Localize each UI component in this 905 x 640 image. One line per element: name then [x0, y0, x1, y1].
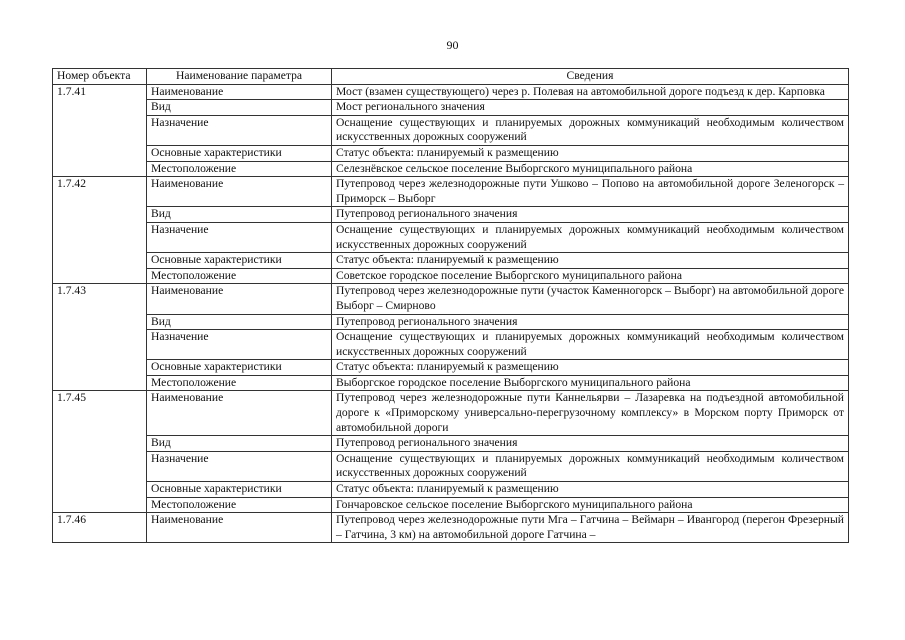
table-row	[53, 207, 849, 223]
parameter-name-cell: Назначение	[147, 451, 332, 481]
parameter-name-cell: Наименование	[147, 391, 332, 436]
parameter-name-cell: Наименование	[147, 284, 332, 314]
header-object-number: Номер объекта	[53, 69, 147, 85]
parameter-name-cell: Вид	[147, 100, 332, 116]
parameter-name-cell: Основные характеристики	[147, 145, 332, 161]
details-cell: Путепровод через железнодорожные пути Каннельярви – Лазаревка на подъездной автомобильной дороге к «Приморскому универсально-перегрузочному комплексу» в Морском порту Приморск от автомобильной дороги	[332, 391, 849, 436]
table-row	[53, 222, 849, 252]
parameter-name-cell: Основные характеристики	[147, 360, 332, 376]
table-header-row	[53, 69, 849, 85]
object-number-cell: 1.7.46	[53, 513, 147, 543]
table-row	[53, 360, 849, 376]
parameter-name-cell: Вид	[147, 314, 332, 330]
details-cell: Мост (взамен существующего) через р. Полевая на автомобильной дороге подъезд к дер. Карповка	[332, 84, 849, 100]
parameter-name-cell: Назначение	[147, 222, 332, 252]
table-row	[53, 284, 849, 314]
details-cell: Путепровод регионального значения	[332, 436, 849, 452]
table-row	[53, 482, 849, 498]
details-cell: Путепровод через железнодорожные пути Ушково – Попово на автомобильной дороге Зеленогорск – Приморск – Выборг	[332, 177, 849, 207]
parameter-name-cell: Назначение	[147, 330, 332, 360]
table-row	[53, 100, 849, 116]
details-cell: Выборгское городское поселение Выборгского муниципального района	[332, 375, 849, 391]
table-body	[53, 84, 849, 543]
parameter-name-cell: Основные характеристики	[147, 253, 332, 269]
table-row	[53, 145, 849, 161]
parameter-name-cell: Наименование	[147, 84, 332, 100]
parameter-name-cell: Вид	[147, 436, 332, 452]
parameter-name-cell: Назначение	[147, 115, 332, 145]
details-cell: Путепровод регионального значения	[332, 314, 849, 330]
table-row	[53, 84, 849, 100]
header-details: Сведения	[332, 69, 849, 85]
details-cell: Статус объекта: планируемый к размещению	[332, 482, 849, 498]
details-cell: Статус объекта: планируемый к размещению	[332, 253, 849, 269]
parameter-name-cell: Основные характеристики	[147, 482, 332, 498]
parameter-name-cell: Наименование	[147, 513, 332, 543]
parameter-name-cell: Местоположение	[147, 268, 332, 284]
table-row	[53, 497, 849, 513]
details-cell: Оснащение существующих и планируемых дорожных коммуникаций необходимым количеством искусственных дорожных сооружений	[332, 330, 849, 360]
parameter-name-cell: Вид	[147, 207, 332, 223]
table-row	[53, 436, 849, 452]
parameter-name-cell: Местоположение	[147, 375, 332, 391]
details-cell: Советское городское поселение Выборгского муниципального района	[332, 268, 849, 284]
details-cell: Гончаровское сельское поселение Выборгского муниципального района	[332, 497, 849, 513]
details-cell: Оснащение существующих и планируемых дорожных коммуникаций необходимым количеством искусственных дорожных сооружений	[332, 222, 849, 252]
objects-table	[52, 68, 849, 543]
parameter-name-cell: Местоположение	[147, 497, 332, 513]
parameter-name-cell: Наименование	[147, 177, 332, 207]
parameter-name-cell: Местоположение	[147, 161, 332, 177]
object-number-cell: 1.7.45	[53, 391, 147, 513]
details-cell: Путепровод через железнодорожные пути (участок Каменногорск – Выборг) на автомобильной дороге Выборг – Смирново	[332, 284, 849, 314]
details-cell: Селезнёвское сельское поселение Выборгского муниципального района	[332, 161, 849, 177]
object-number-cell: 1.7.41	[53, 84, 147, 177]
table-row	[53, 115, 849, 145]
table-row	[53, 161, 849, 177]
details-cell: Оснащение существующих и планируемых дорожных коммуникаций необходимым количеством искусственных дорожных сооружений	[332, 115, 849, 145]
object-number-cell: 1.7.42	[53, 177, 147, 284]
table-row	[53, 177, 849, 207]
table-row	[53, 391, 849, 436]
details-cell: Мост регионального значения	[332, 100, 849, 116]
details-cell: Путепровод регионального значения	[332, 207, 849, 223]
table-row	[53, 253, 849, 269]
table-row	[53, 314, 849, 330]
details-cell: Статус объекта: планируемый к размещению	[332, 145, 849, 161]
table-row	[53, 513, 849, 543]
table-row	[53, 451, 849, 481]
table-row	[53, 268, 849, 284]
table-row	[53, 330, 849, 360]
object-number-cell: 1.7.43	[53, 284, 147, 391]
details-cell: Путепровод через железнодорожные пути Мга – Гатчина – Веймарн – Ивангород (перегон Фрезерный – Гатчина, 3 км) на автомобильной дороге Гатчина –	[332, 513, 849, 543]
details-cell: Статус объекта: планируемый к размещению	[332, 360, 849, 376]
page-number: 90	[446, 38, 459, 52]
details-cell: Оснащение существующих и планируемых дорожных коммуникаций необходимым количеством искусственных дорожных сооружений	[332, 451, 849, 481]
table-row	[53, 375, 849, 391]
header-parameter-name: Наименование параметра	[147, 69, 332, 85]
